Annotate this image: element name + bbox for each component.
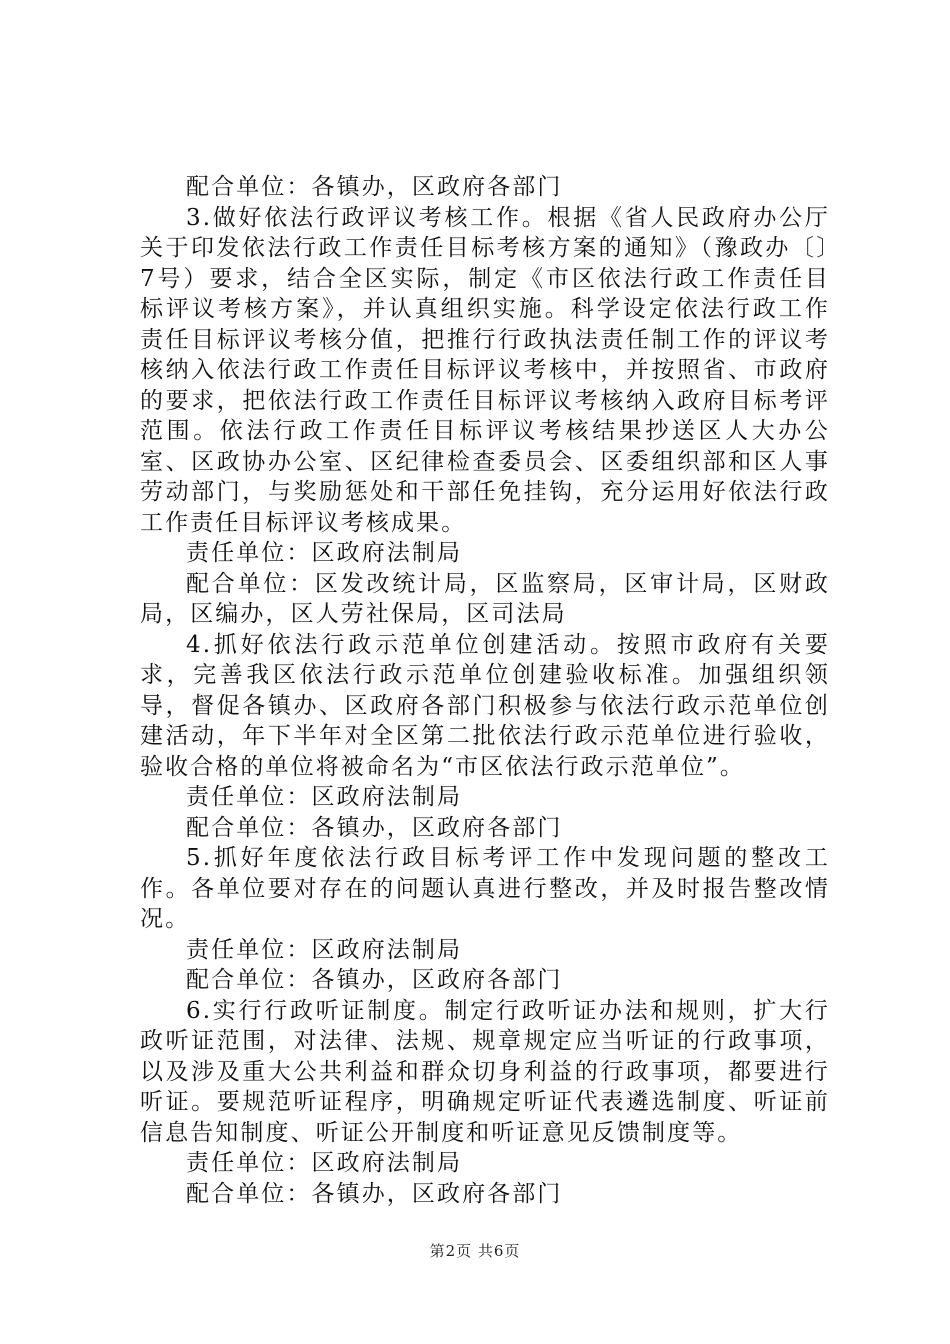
paragraph: 4.抓好依法行政示范单位创建活动。按照市政府有关要求，完善我区依法行政示范单位创建验收标准。加强组织领导，督促各镇办、区政府各部门积极参与依法行政示范单位创建活动，年下半年对全区第二批依法行政示范单位进行验收，验收合格的单位将被命名为“市区依法行政示范单位”。 [140,631,830,780]
paragraph: 责任单位：区政府法制局 [186,1150,463,1176]
paragraph: 配合单位：各镇办，区政府各部门 [186,1180,563,1207]
paragraph: 责任单位：区政府法制局 [186,540,463,566]
paragraph: 配合单位：各镇办，区政府各部门 [186,814,563,841]
paragraph: 6.实行行政听证制度。制定行政听证办法和规则，扩大行政听证范围，对法律、法规、规章规定应当听证的行政事项，以及涉及重大公共利益和群众切身利益的行政事项，都要进行听证。要规范听证程序，明确规定听证代表遴选制度、听证前信息告知制度、听证公开制度和听证意见反馈制度等。 [140,997,830,1146]
paragraph: 责任单位：区政府法制局 [186,936,463,963]
paragraph: 配合单位：区发改统计局，区监察局，区审计局，区财政局，区编办，区人劳社保局，区司法局 [140,570,830,627]
paragraph: 配合单位：各镇办，区政府各部门 [186,174,563,200]
paragraph: 配合单位：各镇办，区政府各部门 [186,967,563,993]
page-footer: 第2页 共6页 [429,1242,521,1260]
document-body [140,172,830,1209]
paragraph: 5.抓好年度依法行政目标考评工作中发现问题的整改工作。各单位要对存在的问题认真进行整改，并及时报告整改情况。 [140,845,830,932]
paragraph: 责任单位：区政府法制局 [186,784,463,810]
paragraph: 3.做好依法行政评议考核工作。根据《省人民政府办公厅关于印发依法行政工作责任目标考核方案的通知》（豫政办〔〕7号）要求，结合全区实际，制定《市区依法行政工作责任目标评议考核方案》，并认真组织实施。科学设定依法行政工作责任目标评议考核分值，把推行行政执法责任制工作的评议考核纳入依法行政工作责任目标评议考核中，并按照省、市政府的要求，把依法行政工作责任目标评议考核纳入政府目标考评范围。依法行政工作责任目标评议考核结果抄送区人大办公室、区政协办公室、区纪律检查委员会、区委组织部和区人事劳动部门，与奖励惩处和干部任免挂钩，充分运用好依法行政工作责任目标评议考核成果。 [140,204,830,536]
